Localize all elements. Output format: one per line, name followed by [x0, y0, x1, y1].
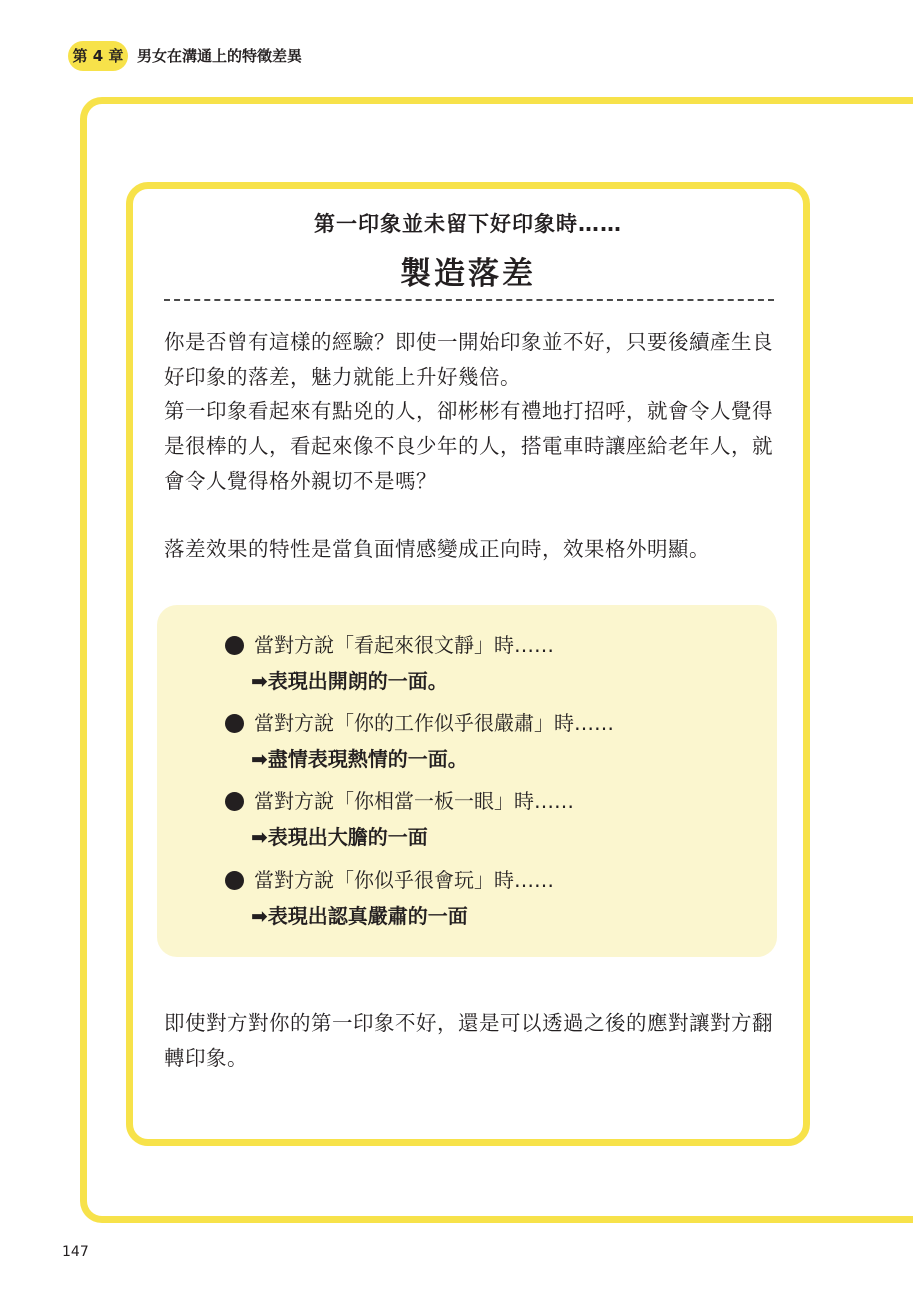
tip-item — [225, 627, 554, 699]
tip-situation: 當對方說「你似乎很會玩」時…… — [254, 868, 554, 892]
tip-item — [225, 705, 614, 777]
chapter-title: 男女在溝通上的特徵差異 — [137, 47, 303, 65]
chapter-tag: 第 4 章 — [68, 41, 128, 71]
tip-response: ➡表現出開朗的一面。 — [251, 669, 448, 693]
paragraph-effect: 落差效果的特性是當負面情感變成正向時，效果格外明顯。 — [164, 537, 710, 561]
dashed-divider — [164, 299, 774, 301]
paragraph-examples: 第一印象看起來有點兇的人，卻彬彬有禮地打招呼，就會令人覺得是很棒的人，看起來像不良少年的人，搭電車時讓座給老年人，就會令人覺得格外親切不是嗎？ — [164, 399, 773, 493]
bullet-icon — [225, 714, 244, 733]
section-title: 製造落差 — [400, 256, 536, 292]
tip-response: ➡表現出認真嚴肅的一面 — [251, 904, 468, 928]
section-subtitle: 第一印象並未留下好印象時…… — [314, 212, 622, 236]
tip-item — [225, 862, 554, 934]
paragraph-closing: 即使對方對你的第一印象不好，還是可以透過之後的應對讓對方翻轉印象。 — [164, 1011, 773, 1070]
bullet-icon — [225, 636, 244, 655]
paragraph-intro: 你是否曾有這樣的經驗？即使一開始印象並不好，只要後續產生良好印象的落差，魅力就能上升好幾倍。 — [164, 330, 773, 389]
tip-item — [225, 783, 574, 855]
tip-situation: 當對方說「你相當一板一眼」時…… — [254, 789, 574, 813]
tip-response: ➡盡情表現熱情的一面。 — [251, 747, 468, 771]
tip-situation: 當對方說「你的工作似乎很嚴肅」時…… — [254, 711, 614, 735]
tip-response: ➡表現出大膽的一面 — [251, 825, 428, 849]
bullet-icon — [225, 871, 244, 890]
page-number: 147 — [62, 1244, 89, 1260]
bullet-icon — [225, 792, 244, 811]
tip-situation: 當對方說「看起來很文靜」時…… — [254, 633, 554, 657]
